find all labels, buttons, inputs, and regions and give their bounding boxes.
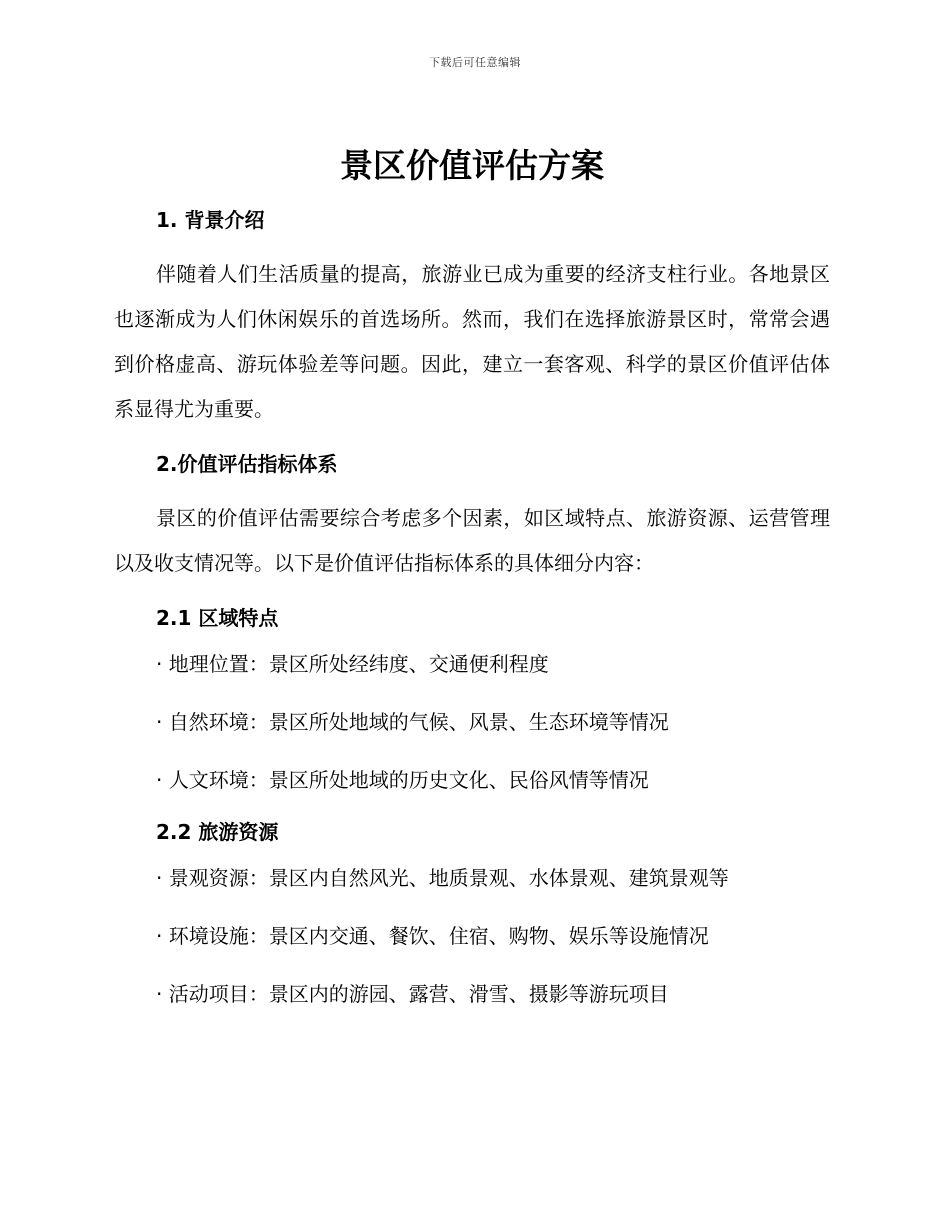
subsection-heading-tourism-resources: 2.2 旅游资源	[156, 819, 279, 844]
list-item-landscape-resources: · 景观资源：景区内自然风光、地质景观、水体景观、建筑景观等	[156, 865, 729, 890]
list-item-activity-projects: · 活动项目：景区内的游园、露营、滑雪、摄影等游玩项目	[156, 981, 669, 1006]
document-body	[114, 145, 830, 1038]
section-paragraph-indicator-system: 景区的价值评估需要综合考虑多个因素，如区域特点、旅游资源、运营管理以及收支情况等。以下是价值评估指标体系的具体细分内容：	[114, 505, 830, 575]
list-item-cultural-environment: · 人文环境：景区所处地域的历史文化、民俗风情等情况	[156, 767, 649, 792]
subsection-heading-regional-features: 2.1 区域特点	[156, 605, 279, 630]
list-item-environment-facilities: · 环境设施：景区内交通、餐饮、住宿、购物、娱乐等设施情况	[156, 923, 709, 948]
page-header-note: 下载后可任意编辑	[429, 56, 521, 69]
list-item-natural-environment: · 自然环境：景区所处地域的气候、风景、生态环境等情况	[156, 709, 669, 734]
section-paragraph-background: 伴随着人们生活质量的提高，旅游业已成为重要的经济支柱行业。各地景区也逐渐成为人们休闲娱乐的首选场所。然而，我们在选择旅游景区时，常常会遇到价格虚高、游玩体验差等问题。因此，建立一套客观、科学的景区价值评估体系显得尤为重要。	[114, 261, 830, 421]
section-heading-indicator-system: 2.价值评估指标体系	[156, 451, 338, 476]
document-title: 景区价值评估方案	[340, 146, 604, 185]
list-item-geographic-location: · 地理位置：景区所处经纬度、交通便利程度	[156, 651, 549, 676]
section-heading-background: 1. 背景介绍	[156, 207, 265, 232]
